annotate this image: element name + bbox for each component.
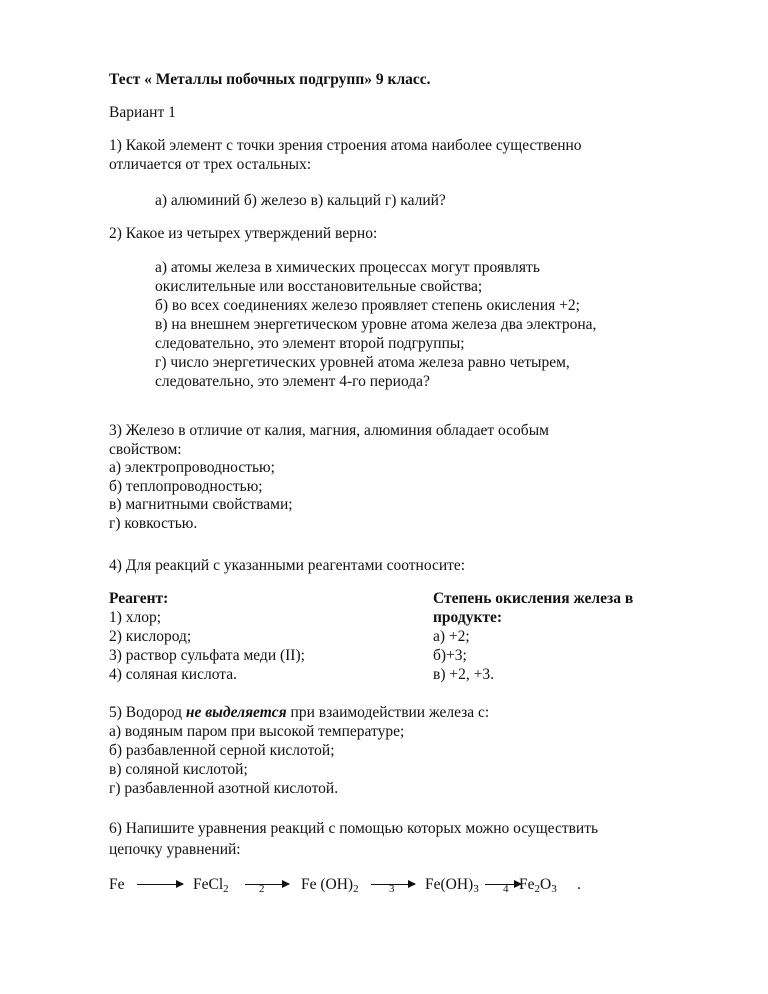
reaction-chain: [109, 875, 669, 899]
chain-arrow-4-icon: [485, 883, 521, 895]
chain-arrow-1-icon: [137, 884, 183, 885]
oxidation-item: б)+3;: [433, 647, 467, 664]
question-5-option: а) водяным паром при высокой температуре;: [109, 723, 405, 740]
question-3-line: свойством:: [109, 440, 182, 458]
chain-fe: Fe: [109, 876, 125, 893]
test-title: Тест « Металлы побочных подгрупп» 9 класс.: [109, 71, 431, 88]
fe2o3-sub1: 2: [534, 883, 540, 895]
reagent-item: 2) кислород;: [109, 628, 192, 645]
fecl2-sub: 2: [223, 883, 229, 895]
question-5-line: [109, 703, 489, 722]
question-2-option-line: в) на внешнем энергетическом уровне атома железа два электрона,: [155, 316, 597, 333]
question-3-option: г) ковкостью.: [109, 514, 198, 532]
question-3: [109, 422, 549, 533]
question-3-option: а) электропроводностью;: [109, 459, 275, 476]
chain-arrow-2-icon: [245, 883, 289, 895]
chain-fe2o3: [519, 875, 557, 894]
question-1: [109, 136, 582, 174]
fe2o3-o: O: [540, 876, 552, 893]
question-5: [109, 703, 489, 798]
reagent-header: Реагент:: [109, 590, 169, 607]
question-5-option: б) разбавленной серной кислотой;: [109, 742, 335, 759]
feoh3-sub: 3: [473, 883, 479, 895]
question-2-option-line: б) во всех соединениях железо проявляет степень окисления +2;: [155, 297, 580, 314]
question-2-option-line: следовательно, это элемент второй подгруппы;: [155, 335, 465, 352]
variant-label: Вариант 1: [109, 104, 176, 121]
question-5-emphasis: не выделяется: [185, 704, 287, 721]
question-5-prefix: 5) Водород: [109, 704, 186, 721]
question-6: [109, 818, 598, 860]
feoh2-base: Fe (OH): [301, 876, 354, 893]
question-2: 2) Какое из четырех утверждений верно:: [109, 225, 378, 242]
fe2o3-sub2: 3: [551, 883, 557, 895]
question-4: 4) Для реакций с указанными реагентами соотносите:: [109, 557, 466, 574]
oxidation-header: продукте:: [433, 609, 503, 626]
question-2-option-line: окислительные или восстановительные свойства;: [155, 278, 483, 295]
fe2o3-fe: Fe: [519, 876, 535, 893]
question-1-line: отличается от трех остальных:: [109, 156, 312, 173]
question-3-option: б) теплопроводностью;: [109, 477, 263, 495]
chain-arrow-2-number: 2: [259, 883, 265, 895]
reagent-item: 4) соляная кислота.: [109, 666, 237, 683]
feoh3-base: Fe(OH): [425, 876, 474, 893]
question-1-line: 1) Какой элемент с точки зрения строения атома наиболее существенно: [109, 137, 582, 154]
question-5-suffix: при взаимодействии железа с:: [286, 704, 490, 721]
chain-arrow-3-number: 3: [389, 883, 395, 895]
chain-fecl2: [193, 875, 229, 894]
question-2-option-line: г) число энергетических уровней атома железа равно четырем,: [155, 354, 570, 371]
question-3-line: 3) Железо в отличие от калия, магния, алюминия обладает особым: [109, 422, 549, 439]
oxidation-header: Степень окисления железа в: [433, 590, 634, 607]
question-1-options: а) алюминий б) железо в) кальций г) калий?: [155, 192, 446, 209]
chain-feoh3: [425, 875, 479, 894]
question-2-options: [155, 258, 596, 391]
question-6-line: цепочку уравнений:: [109, 841, 241, 858]
reagent-item: 3) раствор сульфата меди (II);: [109, 647, 305, 664]
oxidation-item: в) +2, +3.: [433, 666, 494, 683]
question-2-option-line: а) атомы железа в химических процессах могут проявлять: [155, 259, 540, 276]
chain-arrow-3-icon: [371, 883, 415, 895]
fecl2-base: FeCl: [193, 876, 224, 893]
reagent-item: 1) хлор;: [109, 609, 162, 626]
question-2-option-line: следовательно, это элемент 4-го периода?: [155, 373, 430, 390]
question-6-line: 6) Напишите уравнения реакций с помощью которых можно осуществить: [109, 820, 599, 837]
feoh2-sub: 2: [353, 883, 359, 895]
chain-end-period: .: [577, 876, 581, 893]
question-5-option: в) соляной кислотой;: [109, 761, 248, 778]
chain-feoh2: [301, 875, 359, 894]
question-5-option: г) разбавленной азотной кислотой.: [109, 780, 339, 797]
chain-arrow-4-number: 4: [503, 883, 509, 895]
question-3-option: в) магнитными свойствами;: [109, 496, 293, 513]
reagent-column: [109, 589, 305, 684]
oxidation-item: а) +2;: [433, 628, 470, 645]
oxidation-column: [433, 589, 633, 684]
